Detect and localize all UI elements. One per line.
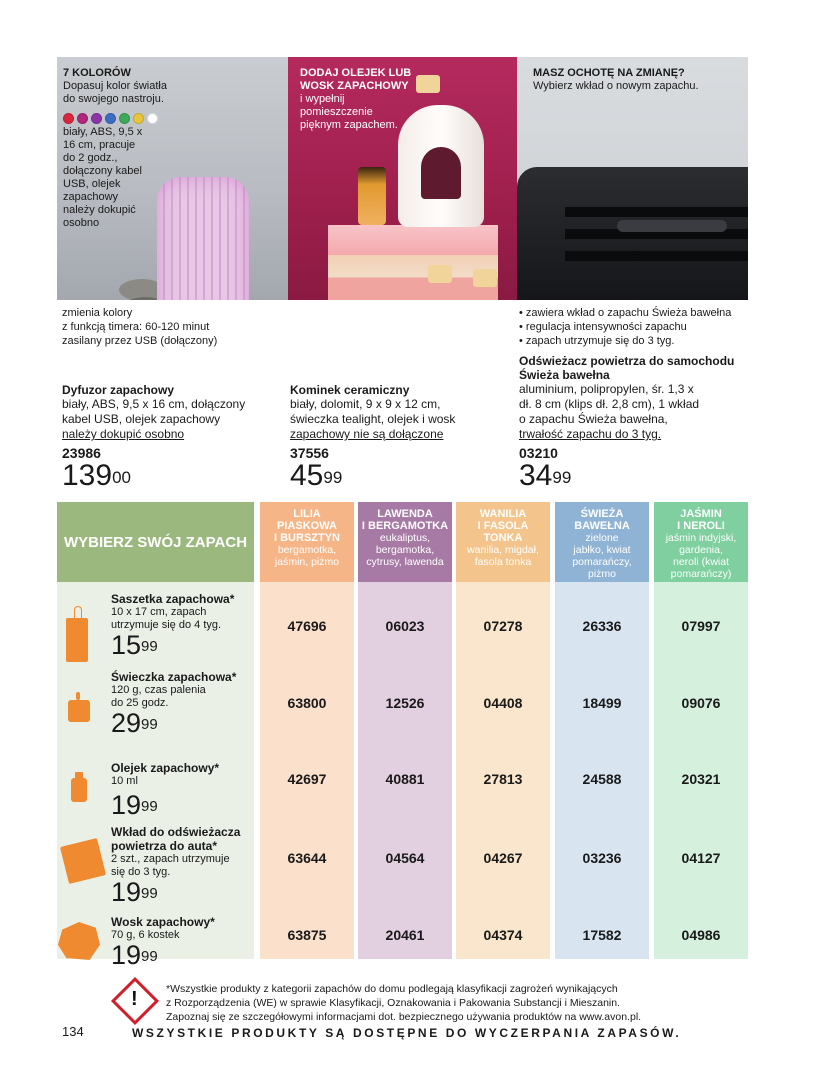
product-desc: świeczka tealight, olejek i wosk xyxy=(290,412,456,426)
product-code-cell: 04267 xyxy=(483,850,523,866)
price-cents: 00 xyxy=(112,468,131,487)
scent-notes: gardenia, xyxy=(679,544,723,556)
scent-name: I BERGAMOTKA xyxy=(361,520,449,532)
scent-name: I FASOLA xyxy=(477,520,529,532)
row-oil xyxy=(111,761,256,819)
feature-line: zmienia kolory xyxy=(62,307,133,319)
oil-bottle-icon xyxy=(71,778,87,802)
car-freshener-image xyxy=(617,220,727,232)
product-code-cell: 04564 xyxy=(385,850,425,866)
scent-table-title-text: WYBIERZ SWÓJ ZAPACH xyxy=(63,533,248,551)
availability-notice: WSZYSTKIE PRODUKTY SĄ DOSTĘPNE DO WYCZERPANIA ZAPASÓW. xyxy=(132,1026,682,1040)
scent-notes: cytrusy, lawenda xyxy=(366,556,444,568)
scent-notes: jabłko, kwiat xyxy=(573,544,631,556)
candle-wick-icon xyxy=(76,692,80,700)
row-desc: 70 g, 6 kostek xyxy=(111,929,180,941)
diffuser-spec-line: dołączony kabel xyxy=(63,165,142,177)
car-photo xyxy=(517,57,748,300)
scent-column xyxy=(456,502,550,959)
sachet-string-icon xyxy=(74,606,82,619)
scent-name: PIASKOWA xyxy=(277,520,337,532)
diffuser-spec-line: osobno xyxy=(63,217,100,229)
burner-panel-line: pomieszczenie xyxy=(300,106,373,118)
row-desc: 120 g, czas palenia xyxy=(111,684,206,696)
price-cents: 99 xyxy=(323,468,343,487)
product-name: Kominek ceramiczny xyxy=(290,383,410,397)
product-desc-note: trwałość zapachu do 3 tyg. xyxy=(519,427,662,441)
row-sachet xyxy=(111,592,256,659)
price-cents: 99 xyxy=(552,468,572,487)
scent-notes: zielone xyxy=(585,532,619,544)
price-main: 45 xyxy=(290,459,324,492)
scent-notes: pomarańczy, xyxy=(572,556,632,568)
scent-notes: bergamotka, xyxy=(277,544,337,556)
footnote-line: *Wszystkie produkty z kategorii zapachów do domu podlegają klasyfikacji zagrożeń wynikających xyxy=(166,983,618,995)
diffuser-spec-line: USB, olejek xyxy=(63,178,121,190)
burner-photo xyxy=(288,57,517,300)
product-desc-note: należy dokupić osobno xyxy=(62,427,185,441)
diffuser-panel-line: Dopasuj kolor światła xyxy=(63,80,167,92)
product-code-cell: 63800 xyxy=(287,695,327,711)
scent-header xyxy=(555,502,649,582)
car-panel-text xyxy=(533,67,699,93)
scent-name: I BURSZTYN xyxy=(274,532,340,544)
feature-line: • zawiera wkład o zapachu Świeża bawełna xyxy=(519,307,732,319)
product-code-cell: 27813 xyxy=(483,771,523,787)
burner-panel-heading: WOSK ZAPACHOWY xyxy=(300,80,409,92)
product-car-freshener xyxy=(519,354,749,491)
car-features xyxy=(519,306,731,348)
scent-name: WANILIA xyxy=(479,508,527,520)
price-cents: 99 xyxy=(141,948,158,965)
scent-name: LAWENDA xyxy=(377,508,433,520)
car-panel-heading: MASZ OCHOTĘ NA ZMIANĘ? xyxy=(533,67,685,79)
diffuser-spec-line: do 2 godz., xyxy=(63,152,118,164)
diffuser-panel-text xyxy=(63,67,167,106)
product-code-cell: 24588 xyxy=(582,771,622,787)
scent-notes: piżmo xyxy=(587,568,616,580)
scent-notes: jaśmin, piżmo xyxy=(274,556,340,568)
color-swatches xyxy=(63,113,158,124)
color-swatch xyxy=(105,113,116,124)
product-code: 37556 xyxy=(290,445,329,461)
air-vent-slat xyxy=(565,207,748,217)
row-price xyxy=(111,632,256,659)
product-code: 03210 xyxy=(519,445,558,461)
wax-cube-image xyxy=(473,269,497,287)
row-price xyxy=(111,942,256,969)
color-swatch xyxy=(147,113,158,124)
air-vent-slat xyxy=(565,251,748,261)
wax-cube-image xyxy=(416,75,440,93)
scent-notes: bergamotka, xyxy=(375,544,435,556)
product-price xyxy=(62,461,272,491)
color-swatch xyxy=(133,113,144,124)
product-desc: biały, ABS, 9,5 x 16 cm, dołączony xyxy=(62,397,246,411)
diffuser-photo xyxy=(57,57,288,300)
product-desc: kabel USB, olejek zapachowy xyxy=(62,412,221,426)
product-price xyxy=(519,461,749,491)
color-swatch xyxy=(119,113,130,124)
product-code: 23986 xyxy=(62,445,101,461)
product-desc: o zapachu Świeża bawełna, xyxy=(519,412,668,426)
product-diffuser xyxy=(62,383,272,491)
footnote-line: z Rozporządzenia (WE) w sprawie Klasyfikacji, Oznakowania i Pakowania Substancji i Mieszanin. xyxy=(166,997,621,1009)
scent-name: JAŚMIN xyxy=(680,508,722,520)
scent-name: LILIA xyxy=(293,508,321,520)
scent-header xyxy=(456,502,550,582)
scent-column xyxy=(555,502,649,959)
scent-name: TONKA xyxy=(483,532,523,544)
product-name: Dyfuzor zapachowy xyxy=(62,383,175,397)
row-desc: 10 x 17 cm, zapach xyxy=(111,606,207,618)
feature-line: • zapach utrzymuje się do 3 tyg. xyxy=(519,335,675,347)
row-price xyxy=(111,879,256,906)
product-code-cell: 20321 xyxy=(681,771,721,787)
diffuser-spec-line: biały, ABS, 9,5 x xyxy=(63,126,143,138)
product-code-cell: 40881 xyxy=(385,771,425,787)
product-name: Odświeżacz powietrza do samochodu xyxy=(519,354,735,368)
product-code-cell: 47696 xyxy=(287,618,327,634)
product-code-cell: 06023 xyxy=(385,618,425,634)
color-swatch xyxy=(91,113,102,124)
price-main: 19 xyxy=(111,940,142,970)
hazard-exclamation-icon: ! xyxy=(131,988,138,1010)
candle-icon xyxy=(68,700,90,722)
product-code-cell: 04127 xyxy=(681,850,721,866)
burner-panel-line: i wypełnij xyxy=(300,93,345,105)
car-panel-line: Wybierz wkład o nowym zapachu. xyxy=(533,80,699,92)
footnote xyxy=(166,982,641,1024)
product-code-cell: 04986 xyxy=(681,927,721,943)
product-desc: dł. 8 cm (klips dł. 2,8 cm), 1 wkład xyxy=(519,397,700,411)
scent-column xyxy=(260,502,354,959)
price-cents: 99 xyxy=(141,716,158,733)
row-title: Wosk zapachowy* xyxy=(111,915,215,929)
product-code-cell: 18499 xyxy=(582,695,622,711)
feature-line: z funkcją timera: 60-120 minut xyxy=(62,321,210,333)
product-desc: biały, dolomit, 9 x 9 x 12 cm, xyxy=(290,397,441,411)
scent-name: BAWEŁNA xyxy=(574,520,630,532)
footnote-line: Zapoznaj się ze szczegółowymi informacjami dot. bezpiecznego używania produktów na www.avon.pl. xyxy=(166,1011,642,1023)
oil-bottle-image xyxy=(358,167,386,225)
product-code-cell: 20461 xyxy=(385,927,425,943)
diffuser-spec xyxy=(63,126,142,230)
row-title: Świeczka zapachowa* xyxy=(111,670,237,684)
product-code-cell: 26336 xyxy=(582,618,622,634)
product-code-cell: 42697 xyxy=(287,771,327,787)
price-main: 15 xyxy=(111,630,142,660)
feature-line: zasilany przez USB (dołączony) xyxy=(62,335,218,347)
product-name: Świeża bawełna xyxy=(519,368,610,382)
diffuser-features xyxy=(62,306,217,348)
diffuser-spec-line: należy dokupić xyxy=(63,204,136,216)
burner-panel-text xyxy=(300,67,411,132)
diffuser-spec-line: zapachowy xyxy=(63,191,119,203)
row-desc: 10 ml xyxy=(111,775,138,787)
product-code-cell: 07278 xyxy=(483,618,523,634)
burner-opening xyxy=(421,147,461,199)
color-swatch xyxy=(63,113,74,124)
sachet-icon xyxy=(66,618,88,662)
diffuser-body-image xyxy=(157,177,249,300)
product-code-cell: 63875 xyxy=(287,927,327,943)
burner-panel-heading: DODAJ OLEJEK LUB xyxy=(300,67,412,79)
scent-name: ŚWIEŻA xyxy=(580,508,624,520)
row-title: powietrza do auta* xyxy=(111,839,218,853)
row-desc: do 25 godz. xyxy=(111,697,169,709)
price-main: 19 xyxy=(111,790,142,820)
scent-header xyxy=(358,502,452,582)
scent-column xyxy=(654,502,748,959)
scent-column xyxy=(358,502,452,959)
books-decoration xyxy=(328,225,498,300)
scent-notes: fasola tonka xyxy=(474,556,532,568)
price-main: 34 xyxy=(519,459,553,492)
row-title: Olejek zapachowy* xyxy=(111,761,220,775)
product-burner xyxy=(290,383,505,491)
scent-name: I NEROLI xyxy=(677,520,725,532)
row-title: Wkład do odświeżacza xyxy=(111,825,241,839)
scent-notes: neroli (kwiat xyxy=(672,556,730,568)
row-price xyxy=(111,792,256,819)
oil-cap-icon xyxy=(75,772,83,779)
product-code-cell: 63644 xyxy=(287,850,327,866)
row-price xyxy=(111,710,256,737)
product-code-cell: 03236 xyxy=(582,850,622,866)
price-main: 19 xyxy=(111,877,142,907)
price-main: 139 xyxy=(62,459,113,492)
diffuser-panel-line: do swojego nastroju. xyxy=(63,93,164,105)
row-wax xyxy=(111,915,256,969)
product-code-cell: 07997 xyxy=(681,618,721,634)
page-number: 134 xyxy=(62,1024,84,1039)
scent-notes: eukaliptus, xyxy=(379,532,431,544)
feature-line: • regulacja intensywności zapachu xyxy=(519,321,687,333)
wax-cube-image xyxy=(428,265,452,283)
scent-notes: jaśmin indyjski, xyxy=(665,532,737,544)
diffuser-spec-line: 16 cm, pracuje xyxy=(63,139,136,151)
row-car-refill xyxy=(111,825,256,906)
scent-table-title xyxy=(57,502,254,582)
scent-header xyxy=(260,502,354,582)
product-code-cell: 17582 xyxy=(582,927,622,943)
price-cents: 99 xyxy=(141,638,158,655)
scent-header xyxy=(654,502,748,582)
row-desc: 2 szt., zapach utrzymuje xyxy=(111,853,230,865)
product-desc-note: zapachowy nie są dołączone xyxy=(290,427,444,441)
product-code-cell: 09076 xyxy=(681,695,721,711)
row-desc: utrzymuje się do 4 tyg. xyxy=(111,619,222,631)
row-candle xyxy=(111,670,256,737)
row-desc: się do 3 tyg. xyxy=(111,866,171,878)
color-swatch xyxy=(77,113,88,124)
price-cents: 99 xyxy=(141,798,158,815)
price-cents: 99 xyxy=(141,885,158,902)
row-title: Saszetka zapachowa* xyxy=(111,592,235,606)
diffuser-panel-heading: 7 KOLORÓW xyxy=(63,67,131,79)
product-code-cell: 04408 xyxy=(483,695,523,711)
scent-notes: wanilia, migdał, xyxy=(467,544,539,556)
product-code-cell: 12526 xyxy=(385,695,425,711)
burner-panel-line: pięknym zapachem. xyxy=(300,119,398,131)
product-code-cell: 04374 xyxy=(483,927,523,943)
product-desc: aluminium, polipropylen, śr. 1,3 x xyxy=(519,382,694,396)
price-main: 29 xyxy=(111,708,142,738)
scent-notes: pomarańczy) xyxy=(670,568,732,580)
product-price xyxy=(290,461,505,491)
